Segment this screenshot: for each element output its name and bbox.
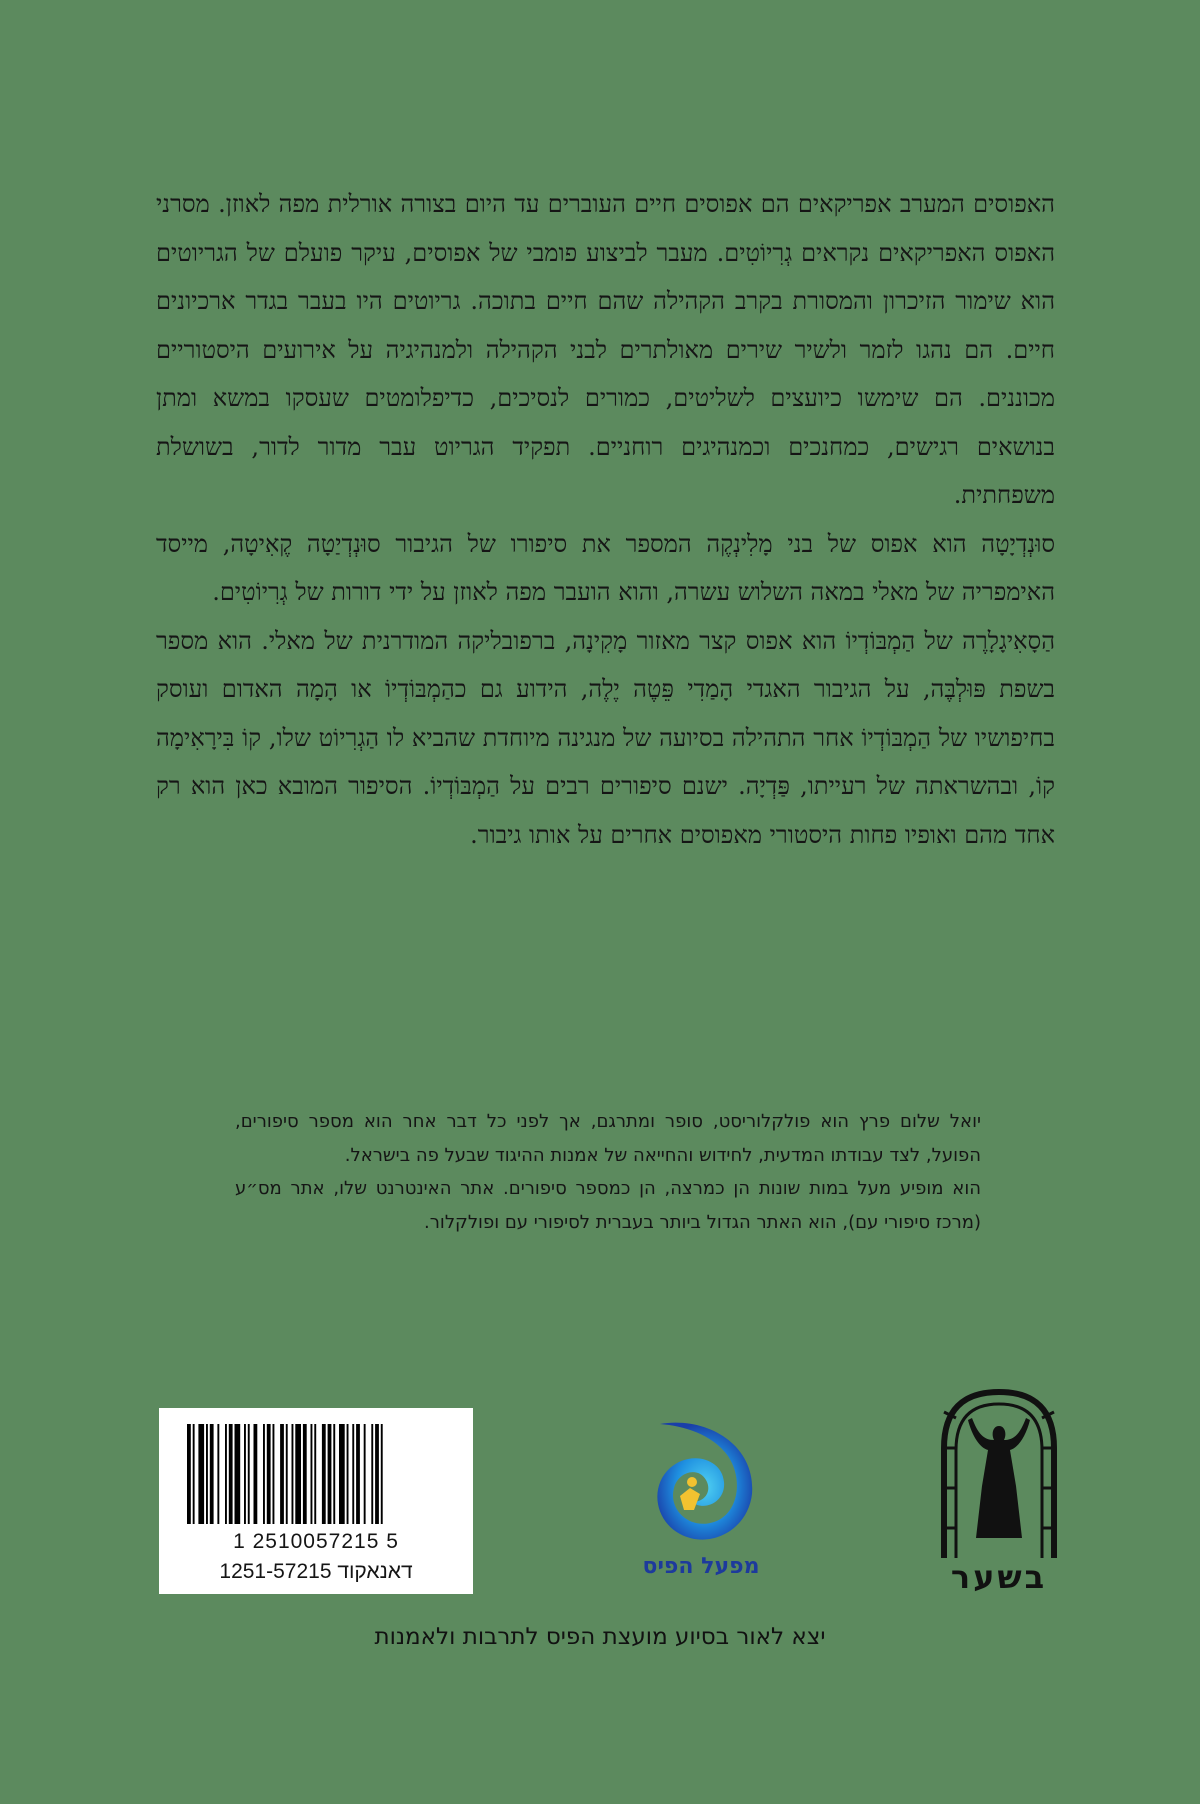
gate-figure-icon <box>938 1388 1060 1558</box>
barcode-bar <box>375 1424 379 1524</box>
barcode-bar <box>364 1424 366 1524</box>
barcode-bar <box>198 1424 204 1524</box>
barcode-bar <box>273 1424 275 1524</box>
barcode-bar <box>286 1424 288 1524</box>
author-bio-paragraph: הוא מופיע מעל במות שונות הן כמרצה, הן כמספר סיפורים. אתר האינטרנט שלו, אתר מס״ע (מרכז סיפורי עם), הוא האתר הגדול ביותר בעברית לסיפורי עם ופולקלור. <box>235 1178 981 1233</box>
barcode-bar <box>244 1424 246 1524</box>
barcode-bar <box>267 1424 271 1524</box>
synopsis-paragraph: סוּנְדְיָטָה הוא אפוס של בני מָלִינְקֶה המספר את סיפורו של הגיבור סוּנְדְיַטָה קֶאִיטָה, מייסד האימפריה של מאלי במאה השלוש עשרה, והוא הועבר מפה לאוזן על ידי דורות של גְרִיוֹטִים. <box>156 529 1055 606</box>
barcode-bar <box>311 1424 313 1524</box>
mifal-hapais-logo <box>636 1418 766 1598</box>
barcode-bar <box>235 1424 241 1524</box>
barcode-bar <box>187 1424 191 1524</box>
barcode-bar <box>217 1424 219 1524</box>
barcode-bar <box>225 1424 227 1524</box>
barcode-bar <box>339 1424 345 1524</box>
barcode-code-line: 1251-57215 דאנאקוד <box>219 1560 413 1583</box>
barcode-bar <box>206 1424 208 1524</box>
barcode-bar <box>254 1424 258 1524</box>
barcode-number: 1 2510057215 5 <box>233 1530 399 1553</box>
barcode-bar <box>303 1424 307 1524</box>
author-bio-paragraph: יואל שלום פרץ הוא פולקלוריסט, סופר ומתרגם, אך לפני כל דבר אחר הוא מספר סיפורים, הפועל, לצד עבודתו המדעית, לחידוש והחייאה של אמנות ההיגוד שבעל פה בישראל. <box>235 1111 981 1166</box>
barcode-bar <box>314 1424 316 1524</box>
barcode-bar <box>210 1424 214 1524</box>
barcode-bar <box>295 1424 301 1524</box>
barcode-bar <box>356 1424 360 1524</box>
barcode-bar <box>248 1424 250 1524</box>
synopsis-paragraph: האפוסים המערב אפריקאים הם אפוסים חיים העוברים עד היום בצורה אורלית מפה לאוזן. מסרני האפוס האפריקאים נקראים גְרִיוֹטִים. מעבר לביצוע פומבי של אפוסים, עיקר פועלם של הגריוטים הוא שימור הזיכרון והמסורת בקרב הקהילה שהם חיים בתוכה. גריוטים היו בעבר בגדר ארכיונים חיים. הם נהגו לזמר ולשיר שירים מאולתרים לבני הקהילה ולמנהיגיה על אירועים היסטוריים מכוננים. הם שימשו כיועצים לשליטים, כמורים לנסיכים, כדיפלומטים שעסקו במשא ומתן בנושאים רגישים, כמחנכים וכמנהיגים רוחניים. תפקיד הגריוט עבר מדור לדור, בשושלת משפחתית. <box>156 190 1055 509</box>
barcode-bar <box>328 1424 332 1524</box>
barcode <box>159 1408 473 1594</box>
synopsis-paragraph: הַסָאִיגָלָרֶה של הַמְבּוֹדְיוֹ הוא אפוס קצר מאזור מָקִינָה, ברפובליקה המודרנית של מאלי. הוא מספר בשפת פּוּלְבֶּה, על הגיבור האגדי הָמַדִי פֵּטֶה יֶלֶה, הידוע גם כהַמְבּוֹדְיוֹ או הָמָה האדום ועוסק בחיפושיו של הַמְבּוֹדְיוֹ אחר התהילה בסיועה של מנגינה מיוחדת שהביא לו הַגְרִיוֹט שלו, קוֹ בִּירָאִימָה קוֹ, ובהשראתה של רעייתו, פַּדְיָה. ישנם סיפורים רבים על הַמְבּוֹדְיוֹ. הסיפור המובא כאן הוא רק אחד מהם ואופיו פחות היסטורי מאפוסים אחרים על אותו גיבור. <box>156 626 1055 849</box>
barcode-bar <box>193 1424 195 1524</box>
barcode-bar <box>333 1424 335 1524</box>
bashaar-name: בשער <box>950 1558 1048 1596</box>
synopsis <box>156 180 1055 859</box>
barcode-bar <box>381 1424 383 1524</box>
barcode-bars <box>187 1424 445 1524</box>
bashaar-publisher-logo <box>938 1388 1060 1606</box>
barcode-bar <box>292 1424 294 1524</box>
barcode-bar <box>322 1424 326 1524</box>
barcode-bar <box>229 1424 233 1524</box>
mifal-hapais-swirl-icon <box>646 1418 758 1546</box>
mifal-hapais-name: מפעל הפיס <box>642 1554 760 1579</box>
barcode-bar <box>280 1424 284 1524</box>
barcode-bar <box>347 1424 349 1524</box>
barcode-bar <box>263 1424 265 1524</box>
publication-credit: יצא לאור בסיוע מועצת הפיס לתרבות ולאמנות <box>374 1624 826 1650</box>
barcode-bar <box>352 1424 354 1524</box>
author-bio <box>235 1105 981 1239</box>
barcode-bar <box>371 1424 373 1524</box>
